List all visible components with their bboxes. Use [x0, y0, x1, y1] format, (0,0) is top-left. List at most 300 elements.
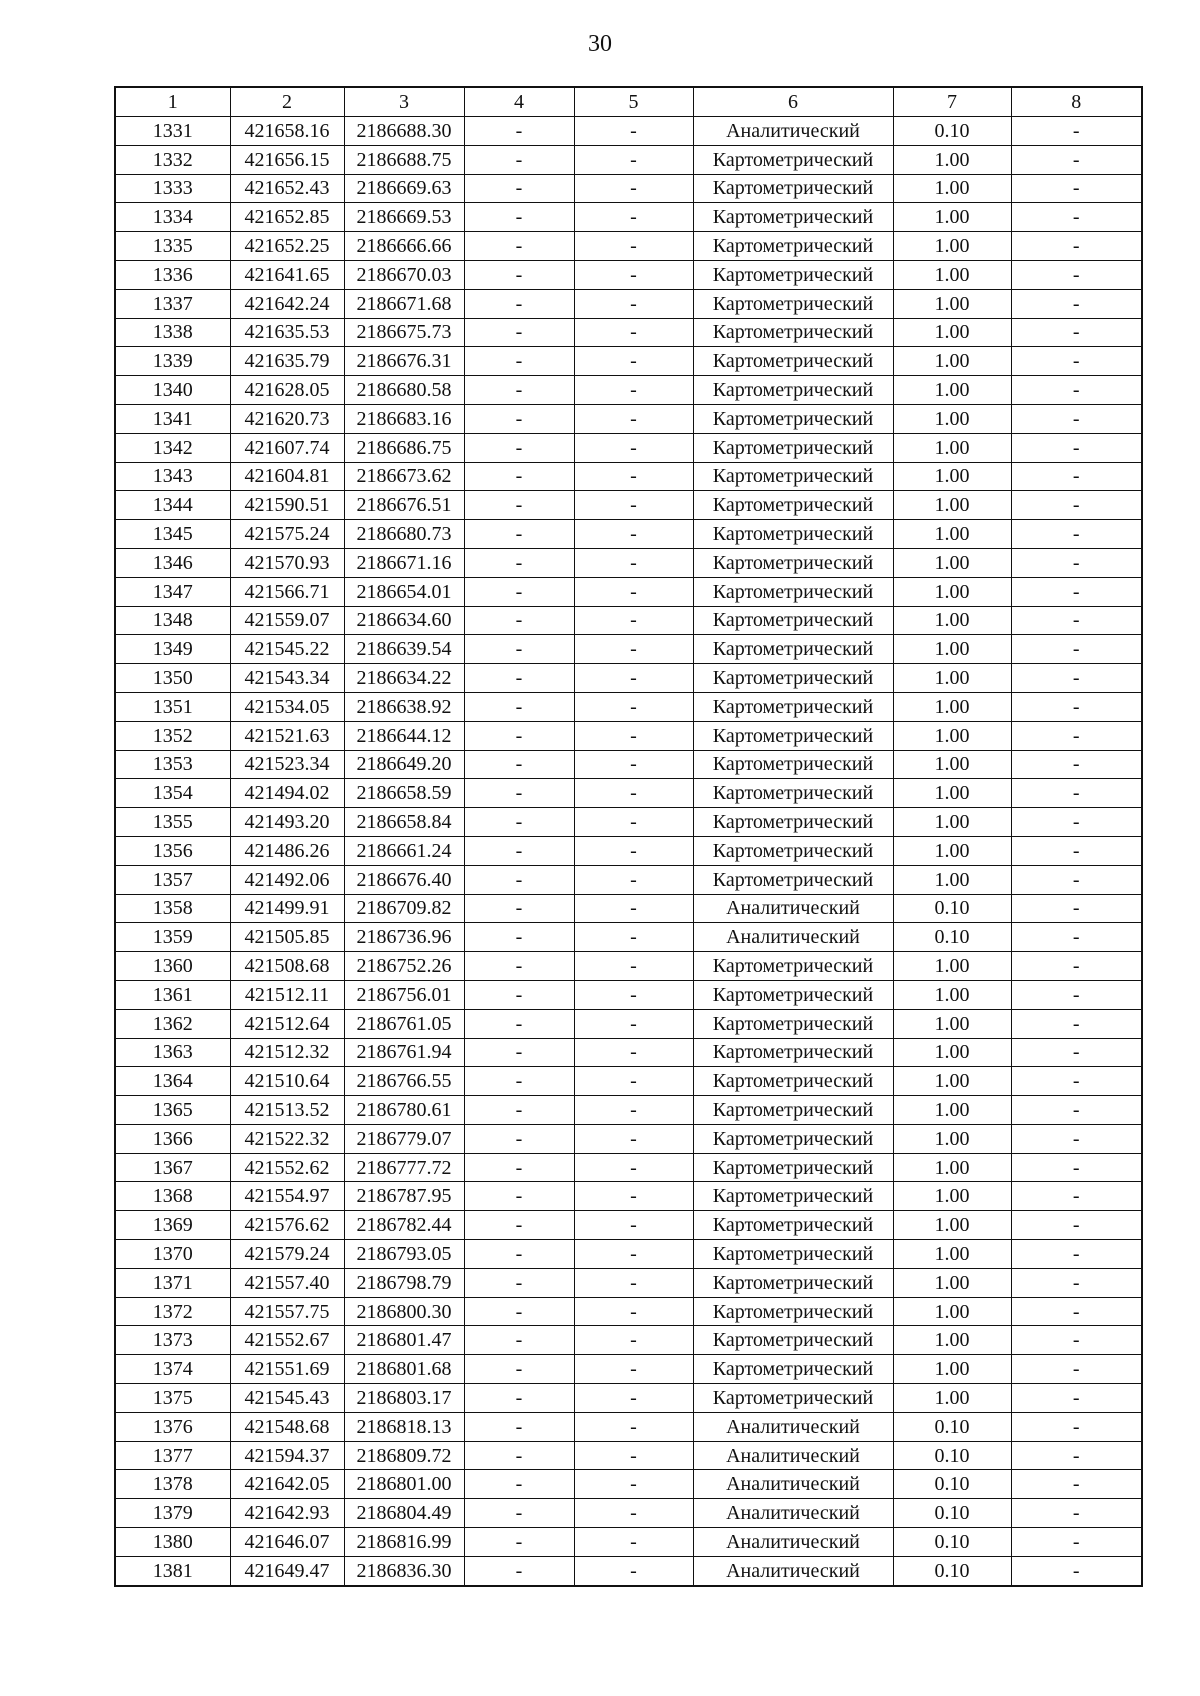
cell-col-8: -	[1011, 145, 1142, 174]
cell-x-coordinate: 421486.26	[230, 836, 344, 865]
cell-point-number: 1341	[115, 404, 230, 433]
cell-y-coordinate: 2186649.20	[344, 750, 464, 779]
table-row	[115, 1556, 1142, 1585]
cell-method: Картометрический	[693, 462, 893, 491]
cell-method: Аналитический	[693, 117, 893, 146]
cell-x-coordinate: 421492.06	[230, 865, 344, 894]
cell-col-5: -	[574, 635, 693, 664]
cell-col-8: -	[1011, 347, 1142, 376]
cell-method: Картометрический	[693, 1384, 893, 1413]
cell-x-coordinate: 421554.97	[230, 1182, 344, 1211]
cell-method: Картометрический	[693, 952, 893, 981]
cell-col-4: -	[464, 491, 574, 520]
cell-method: Картометрический	[693, 1067, 893, 1096]
cell-accuracy: 1.00	[893, 808, 1011, 837]
cell-col-4: -	[464, 1240, 574, 1269]
cell-method: Картометрический	[693, 808, 893, 837]
cell-col-5: -	[574, 1009, 693, 1038]
cell-col-4: -	[464, 1470, 574, 1499]
table-header	[115, 87, 1142, 117]
cell-col-5: -	[574, 577, 693, 606]
cell-col-4: -	[464, 289, 574, 318]
cell-col-4: -	[464, 577, 574, 606]
cell-col-5: -	[574, 548, 693, 577]
cell-col-8: -	[1011, 1499, 1142, 1528]
cell-col-8: -	[1011, 1067, 1142, 1096]
cell-y-coordinate: 2186709.82	[344, 894, 464, 923]
table-row	[115, 865, 1142, 894]
cell-col-8: -	[1011, 376, 1142, 405]
cell-accuracy: 1.00	[893, 1384, 1011, 1413]
cell-col-4: -	[464, 1067, 574, 1096]
cell-method: Аналитический	[693, 1470, 893, 1499]
cell-accuracy: 1.00	[893, 318, 1011, 347]
cell-col-5: -	[574, 404, 693, 433]
cell-col-8: -	[1011, 1038, 1142, 1067]
cell-col-4: -	[464, 433, 574, 462]
cell-col-4: -	[464, 203, 574, 232]
cell-col-8: -	[1011, 520, 1142, 549]
cell-col-5: -	[574, 347, 693, 376]
cell-accuracy: 1.00	[893, 1009, 1011, 1038]
cell-col-8: -	[1011, 462, 1142, 491]
cell-y-coordinate: 2186670.03	[344, 260, 464, 289]
cell-point-number: 1350	[115, 664, 230, 693]
cell-col-5: -	[574, 1153, 693, 1182]
cell-col-8: -	[1011, 404, 1142, 433]
cell-point-number: 1381	[115, 1556, 230, 1585]
cell-x-coordinate: 421513.52	[230, 1096, 344, 1125]
cell-col-4: -	[464, 923, 574, 952]
table-row	[115, 1009, 1142, 1038]
table-row	[115, 260, 1142, 289]
cell-accuracy: 1.00	[893, 952, 1011, 981]
cell-x-coordinate: 421552.62	[230, 1153, 344, 1182]
cell-y-coordinate: 2186680.58	[344, 376, 464, 405]
cell-y-coordinate: 2186801.47	[344, 1326, 464, 1355]
cell-col-4: -	[464, 894, 574, 923]
cell-accuracy: 1.00	[893, 145, 1011, 174]
cell-accuracy: 1.00	[893, 404, 1011, 433]
cell-x-coordinate: 421635.53	[230, 318, 344, 347]
table-row	[115, 1182, 1142, 1211]
cell-x-coordinate: 421620.73	[230, 404, 344, 433]
table-row	[115, 203, 1142, 232]
cell-point-number: 1365	[115, 1096, 230, 1125]
cell-y-coordinate: 2186787.95	[344, 1182, 464, 1211]
cell-point-number: 1348	[115, 606, 230, 635]
cell-method: Картометрический	[693, 1240, 893, 1269]
cell-col-4: -	[464, 520, 574, 549]
table-row	[115, 721, 1142, 750]
table-row	[115, 289, 1142, 318]
table-row	[115, 117, 1142, 146]
cell-accuracy: 0.10	[893, 1412, 1011, 1441]
cell-method: Картометрический	[693, 865, 893, 894]
cell-col-5: -	[574, 1528, 693, 1557]
cell-col-4: -	[464, 318, 574, 347]
table-row	[115, 1412, 1142, 1441]
cell-col-4: -	[464, 808, 574, 837]
cell-point-number: 1371	[115, 1268, 230, 1297]
column-header-8: 8	[1011, 87, 1142, 117]
cell-point-number: 1339	[115, 347, 230, 376]
cell-y-coordinate: 2186669.63	[344, 174, 464, 203]
cell-point-number: 1331	[115, 117, 230, 146]
cell-col-4: -	[464, 347, 574, 376]
cell-x-coordinate: 421628.05	[230, 376, 344, 405]
cell-x-coordinate: 421579.24	[230, 1240, 344, 1269]
cell-col-5: -	[574, 1268, 693, 1297]
coordinates-table	[114, 86, 1143, 1587]
cell-y-coordinate: 2186761.05	[344, 1009, 464, 1038]
cell-col-8: -	[1011, 808, 1142, 837]
table-row	[115, 1038, 1142, 1067]
cell-col-4: -	[464, 1096, 574, 1125]
cell-col-4: -	[464, 1211, 574, 1240]
cell-col-8: -	[1011, 1124, 1142, 1153]
cell-col-4: -	[464, 721, 574, 750]
cell-x-coordinate: 421652.43	[230, 174, 344, 203]
cell-x-coordinate: 421642.93	[230, 1499, 344, 1528]
cell-point-number: 1363	[115, 1038, 230, 1067]
cell-accuracy: 1.00	[893, 1038, 1011, 1067]
column-header-2: 2	[230, 87, 344, 117]
table-row	[115, 491, 1142, 520]
cell-col-4: -	[464, 1268, 574, 1297]
cell-method: Аналитический	[693, 923, 893, 952]
cell-col-4: -	[464, 1556, 574, 1585]
cell-col-8: -	[1011, 1441, 1142, 1470]
table-row	[115, 664, 1142, 693]
cell-col-8: -	[1011, 232, 1142, 261]
cell-y-coordinate: 2186680.73	[344, 520, 464, 549]
cell-method: Картометрический	[693, 606, 893, 635]
cell-y-coordinate: 2186782.44	[344, 1211, 464, 1240]
table-row	[115, 635, 1142, 664]
cell-method: Картометрический	[693, 548, 893, 577]
cell-col-4: -	[464, 1528, 574, 1557]
cell-accuracy: 0.10	[893, 923, 1011, 952]
table-row	[115, 1153, 1142, 1182]
cell-point-number: 1346	[115, 548, 230, 577]
cell-point-number: 1367	[115, 1153, 230, 1182]
cell-col-5: -	[574, 1384, 693, 1413]
cell-x-coordinate: 421642.05	[230, 1470, 344, 1499]
cell-point-number: 1345	[115, 520, 230, 549]
cell-col-4: -	[464, 865, 574, 894]
cell-col-8: -	[1011, 836, 1142, 865]
cell-col-8: -	[1011, 635, 1142, 664]
table-row	[115, 548, 1142, 577]
table-row	[115, 462, 1142, 491]
cell-col-4: -	[464, 1412, 574, 1441]
cell-method: Картометрический	[693, 1297, 893, 1326]
cell-method: Картометрический	[693, 318, 893, 347]
cell-y-coordinate: 2186671.68	[344, 289, 464, 318]
cell-method: Картометрический	[693, 1355, 893, 1384]
cell-point-number: 1378	[115, 1470, 230, 1499]
cell-y-coordinate: 2186661.24	[344, 836, 464, 865]
cell-col-8: -	[1011, 952, 1142, 981]
cell-point-number: 1357	[115, 865, 230, 894]
cell-point-number: 1376	[115, 1412, 230, 1441]
column-header-7: 7	[893, 87, 1011, 117]
cell-col-8: -	[1011, 289, 1142, 318]
cell-x-coordinate: 421576.62	[230, 1211, 344, 1240]
cell-col-8: -	[1011, 606, 1142, 635]
table-row	[115, 1124, 1142, 1153]
cell-col-5: -	[574, 462, 693, 491]
cell-col-8: -	[1011, 923, 1142, 952]
cell-accuracy: 1.00	[893, 203, 1011, 232]
cell-x-coordinate: 421505.85	[230, 923, 344, 952]
cell-y-coordinate: 2186634.60	[344, 606, 464, 635]
table-row	[115, 347, 1142, 376]
cell-y-coordinate: 2186675.73	[344, 318, 464, 347]
cell-accuracy: 0.10	[893, 894, 1011, 923]
cell-y-coordinate: 2186639.54	[344, 635, 464, 664]
cell-method: Картометрический	[693, 664, 893, 693]
table-row	[115, 779, 1142, 808]
cell-col-5: -	[574, 692, 693, 721]
table-row	[115, 1297, 1142, 1326]
cell-accuracy: 0.10	[893, 1441, 1011, 1470]
table-row	[115, 1067, 1142, 1096]
cell-col-8: -	[1011, 1211, 1142, 1240]
cell-y-coordinate: 2186777.72	[344, 1153, 464, 1182]
cell-point-number: 1369	[115, 1211, 230, 1240]
cell-col-8: -	[1011, 548, 1142, 577]
cell-method: Аналитический	[693, 1441, 893, 1470]
cell-method: Картометрический	[693, 520, 893, 549]
cell-y-coordinate: 2186756.01	[344, 980, 464, 1009]
cell-y-coordinate: 2186676.31	[344, 347, 464, 376]
cell-accuracy: 1.00	[893, 260, 1011, 289]
cell-x-coordinate: 421543.34	[230, 664, 344, 693]
cell-col-4: -	[464, 1297, 574, 1326]
cell-x-coordinate: 421545.43	[230, 1384, 344, 1413]
cell-x-coordinate: 421594.37	[230, 1441, 344, 1470]
cell-point-number: 1366	[115, 1124, 230, 1153]
table-row	[115, 808, 1142, 837]
cell-y-coordinate: 2186793.05	[344, 1240, 464, 1269]
cell-method: Картометрический	[693, 145, 893, 174]
cell-col-4: -	[464, 606, 574, 635]
table-row	[115, 232, 1142, 261]
cell-col-8: -	[1011, 433, 1142, 462]
cell-point-number: 1380	[115, 1528, 230, 1557]
cell-point-number: 1368	[115, 1182, 230, 1211]
cell-y-coordinate: 2186801.00	[344, 1470, 464, 1499]
cell-y-coordinate: 2186816.99	[344, 1528, 464, 1557]
cell-col-4: -	[464, 1153, 574, 1182]
cell-col-4: -	[464, 952, 574, 981]
cell-col-8: -	[1011, 980, 1142, 1009]
cell-y-coordinate: 2186752.26	[344, 952, 464, 981]
cell-point-number: 1338	[115, 318, 230, 347]
cell-col-4: -	[464, 174, 574, 203]
cell-col-4: -	[464, 376, 574, 405]
cell-col-8: -	[1011, 1009, 1142, 1038]
cell-y-coordinate: 2186638.92	[344, 692, 464, 721]
cell-y-coordinate: 2186761.94	[344, 1038, 464, 1067]
cell-y-coordinate: 2186686.75	[344, 433, 464, 462]
cell-col-5: -	[574, 520, 693, 549]
cell-x-coordinate: 421635.79	[230, 347, 344, 376]
cell-col-5: -	[574, 1499, 693, 1528]
cell-point-number: 1358	[115, 894, 230, 923]
cell-col-8: -	[1011, 1528, 1142, 1557]
table-row	[115, 1470, 1142, 1499]
cell-col-5: -	[574, 289, 693, 318]
cell-col-5: -	[574, 260, 693, 289]
cell-col-4: -	[464, 836, 574, 865]
cell-method: Картометрический	[693, 491, 893, 520]
cell-col-8: -	[1011, 203, 1142, 232]
cell-method: Картометрический	[693, 376, 893, 405]
cell-accuracy: 1.00	[893, 1153, 1011, 1182]
cell-col-4: -	[464, 404, 574, 433]
cell-method: Аналитический	[693, 1528, 893, 1557]
cell-col-5: -	[574, 664, 693, 693]
cell-y-coordinate: 2186804.49	[344, 1499, 464, 1528]
cell-col-8: -	[1011, 1412, 1142, 1441]
cell-point-number: 1362	[115, 1009, 230, 1038]
cell-accuracy: 1.00	[893, 692, 1011, 721]
cell-col-5: -	[574, 376, 693, 405]
cell-col-5: -	[574, 1470, 693, 1499]
cell-x-coordinate: 421557.75	[230, 1297, 344, 1326]
cell-col-8: -	[1011, 577, 1142, 606]
cell-point-number: 1379	[115, 1499, 230, 1528]
cell-col-8: -	[1011, 174, 1142, 203]
cell-y-coordinate: 2186673.62	[344, 462, 464, 491]
cell-col-8: -	[1011, 1326, 1142, 1355]
cell-accuracy: 1.00	[893, 1124, 1011, 1153]
cell-accuracy: 1.00	[893, 548, 1011, 577]
cell-y-coordinate: 2186671.16	[344, 548, 464, 577]
cell-x-coordinate: 421494.02	[230, 779, 344, 808]
cell-x-coordinate: 421551.69	[230, 1355, 344, 1384]
cell-point-number: 1359	[115, 923, 230, 952]
cell-col-5: -	[574, 1326, 693, 1355]
table-row	[115, 318, 1142, 347]
cell-col-5: -	[574, 1124, 693, 1153]
cell-col-8: -	[1011, 1153, 1142, 1182]
table-row	[115, 1211, 1142, 1240]
cell-accuracy: 1.00	[893, 836, 1011, 865]
cell-col-5: -	[574, 836, 693, 865]
cell-method: Картометрический	[693, 433, 893, 462]
cell-point-number: 1336	[115, 260, 230, 289]
cell-x-coordinate: 421590.51	[230, 491, 344, 520]
cell-accuracy: 1.00	[893, 664, 1011, 693]
cell-y-coordinate: 2186818.13	[344, 1412, 464, 1441]
cell-col-5: -	[574, 1038, 693, 1067]
cell-accuracy: 0.10	[893, 1470, 1011, 1499]
cell-method: Картометрический	[693, 404, 893, 433]
cell-col-4: -	[464, 1124, 574, 1153]
cell-col-4: -	[464, 779, 574, 808]
cell-col-5: -	[574, 1355, 693, 1384]
page-number: 30	[588, 31, 612, 57]
table-row	[115, 376, 1142, 405]
cell-x-coordinate: 421642.24	[230, 289, 344, 318]
cell-accuracy: 0.10	[893, 1556, 1011, 1585]
cell-point-number: 1340	[115, 376, 230, 405]
cell-col-5: -	[574, 865, 693, 894]
cell-x-coordinate: 421557.40	[230, 1268, 344, 1297]
cell-y-coordinate: 2186736.96	[344, 923, 464, 952]
cell-col-4: -	[464, 980, 574, 1009]
cell-method: Картометрический	[693, 1211, 893, 1240]
cell-col-5: -	[574, 1240, 693, 1269]
cell-y-coordinate: 2186654.01	[344, 577, 464, 606]
cell-point-number: 1374	[115, 1355, 230, 1384]
cell-point-number: 1373	[115, 1326, 230, 1355]
cell-x-coordinate: 421552.67	[230, 1326, 344, 1355]
cell-col-5: -	[574, 721, 693, 750]
table-row	[115, 1268, 1142, 1297]
cell-col-8: -	[1011, 692, 1142, 721]
cell-col-8: -	[1011, 318, 1142, 347]
table-row	[115, 577, 1142, 606]
cell-method: Картометрический	[693, 260, 893, 289]
table-row	[115, 145, 1142, 174]
table-row	[115, 174, 1142, 203]
cell-method: Картометрический	[693, 1182, 893, 1211]
column-header-4: 4	[464, 87, 574, 117]
cell-col-5: -	[574, 433, 693, 462]
cell-col-8: -	[1011, 894, 1142, 923]
cell-method: Картометрический	[693, 750, 893, 779]
cell-accuracy: 1.00	[893, 606, 1011, 635]
cell-accuracy: 1.00	[893, 1182, 1011, 1211]
cell-point-number: 1356	[115, 836, 230, 865]
cell-x-coordinate: 421652.25	[230, 232, 344, 261]
cell-col-5: -	[574, 1182, 693, 1211]
table-body	[115, 117, 1142, 1586]
cell-point-number: 1361	[115, 980, 230, 1009]
cell-col-5: -	[574, 779, 693, 808]
cell-accuracy: 1.00	[893, 721, 1011, 750]
cell-accuracy: 1.00	[893, 376, 1011, 405]
cell-col-8: -	[1011, 1240, 1142, 1269]
cell-accuracy: 1.00	[893, 462, 1011, 491]
cell-x-coordinate: 421559.07	[230, 606, 344, 635]
cell-point-number: 1349	[115, 635, 230, 664]
cell-y-coordinate: 2186809.72	[344, 1441, 464, 1470]
cell-accuracy: 1.00	[893, 520, 1011, 549]
cell-point-number: 1337	[115, 289, 230, 318]
column-header-6: 6	[693, 87, 893, 117]
cell-point-number: 1353	[115, 750, 230, 779]
cell-y-coordinate: 2186688.75	[344, 145, 464, 174]
cell-method: Картометрический	[693, 1124, 893, 1153]
cell-x-coordinate: 421566.71	[230, 577, 344, 606]
cell-x-coordinate: 421499.91	[230, 894, 344, 923]
cell-col-5: -	[574, 1441, 693, 1470]
cell-col-5: -	[574, 923, 693, 952]
table-row	[115, 520, 1142, 549]
cell-accuracy: 1.00	[893, 491, 1011, 520]
cell-col-4: -	[464, 1355, 574, 1384]
cell-method: Картометрический	[693, 1038, 893, 1067]
cell-y-coordinate: 2186658.84	[344, 808, 464, 837]
cell-col-8: -	[1011, 1556, 1142, 1585]
cell-method: Картометрический	[693, 980, 893, 1009]
